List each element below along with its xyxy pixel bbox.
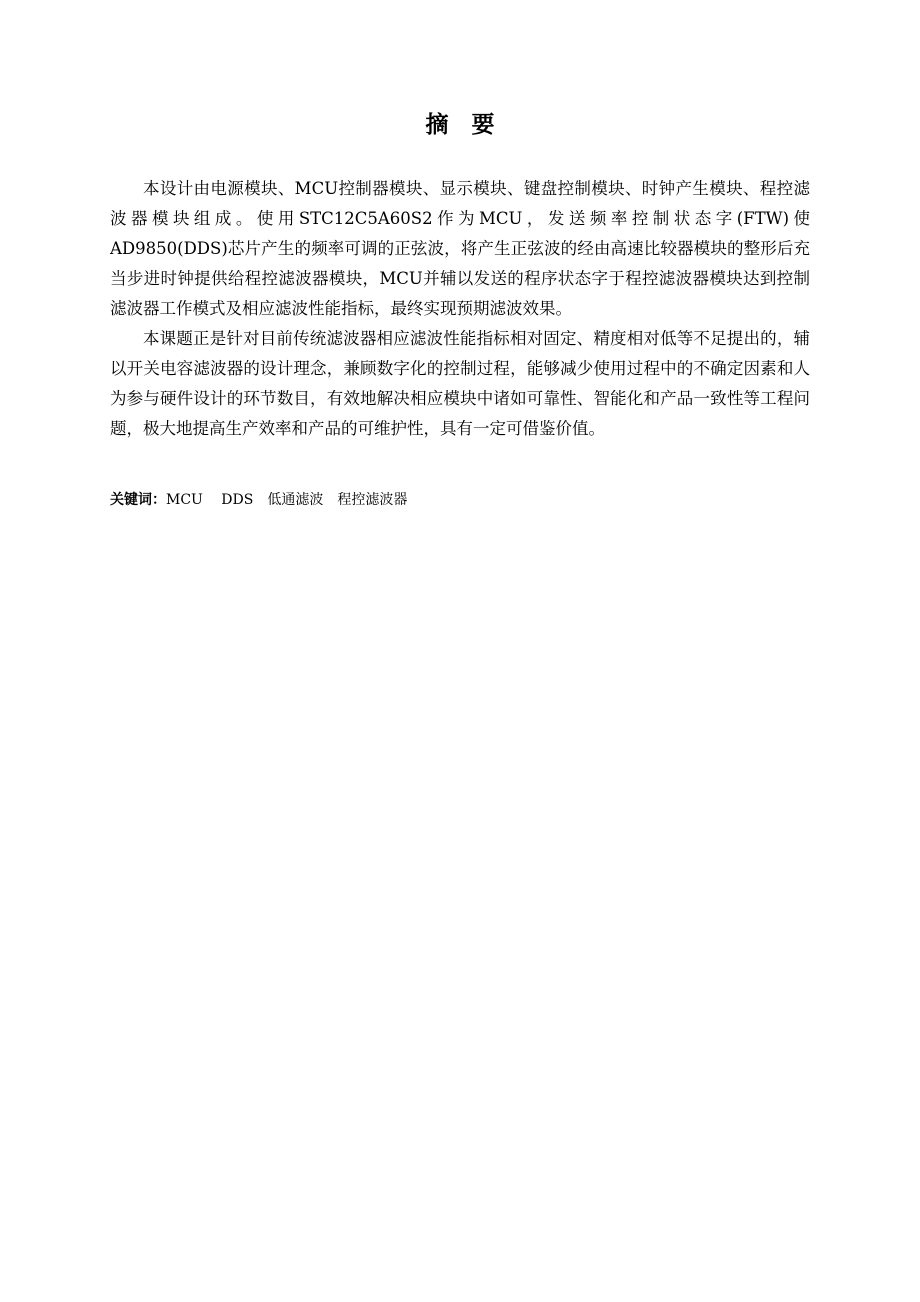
abstract-body [110, 174, 810, 444]
abstract-paragraph-2: 本课题正是针对目前传统滤波器相应滤波性能指标相对固定、精度相对低等不足提出的，辅以开关电容滤波器的设计理念，兼顾数字化的控制过程，能够减少使用过程中的不确定因素和人为参与硬件设计的环节数目，有效地解决相应模块中诸如可靠性、智能化和产品一致性等工程问题，极大地提高生产效率和产品的可维护性，具有一定可借鉴价值。 [110, 329, 810, 438]
abstract-paragraph-1: 本设计由电源模块、MCU控制器模块、显示模块、键盘控制模块、时钟产生模块、程控滤波器模块组成。使用STC12C5A60S2作为MCU，发送频率控制状态字(FTW)使AD9850(DDS)芯片产生的频率可调的正弦波，将产生正弦波的经由高速比较器模块的整形后充当步进时钟提供给程控滤波器模块，MCU并辅以发送的程序状态字于程控滤波器模块达到控制滤波器工作模式及相应滤波性能指标，最终实现预期滤波效果。 [110, 179, 810, 318]
keywords-line [110, 486, 810, 514]
page-title: 摘 要 [425, 111, 495, 138]
keywords-items: MCU DDS 低通滤波 程控滤波器 [166, 492, 408, 508]
keywords-label: 关键词： [110, 492, 166, 508]
